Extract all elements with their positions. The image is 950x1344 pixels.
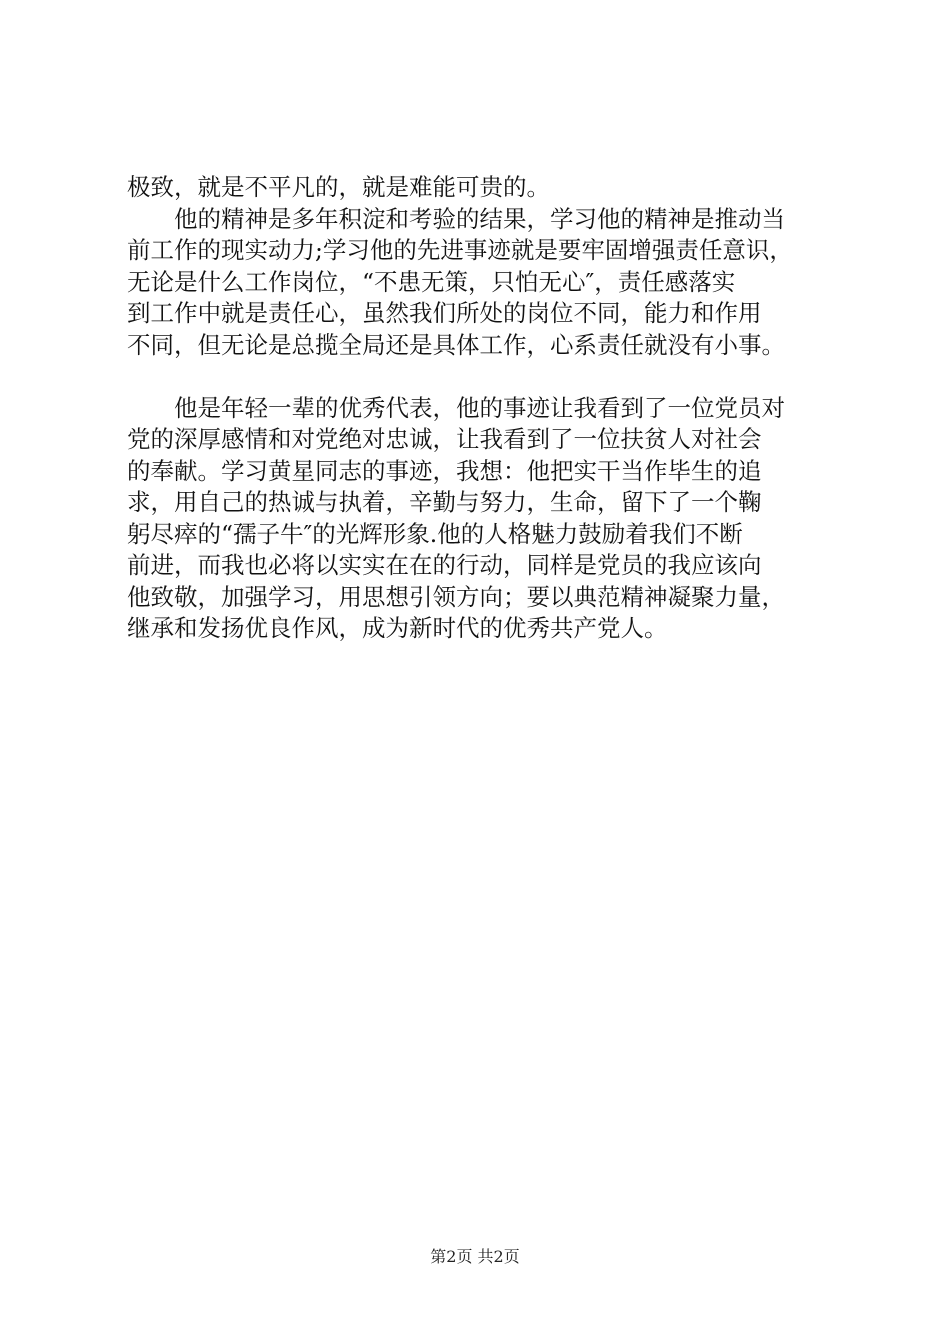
text-line: 躬尽瘁的“孺子牛″的光辉形象.他的人格魅力鼓励着我们不断 [127, 519, 743, 548]
text-line: 极致，就是不平凡的，就是难能可贵的。 [127, 173, 550, 201]
text-line: 求，用自己的热诚与执着，辛勤与努力，生命，留下了一个鞠 [127, 488, 762, 516]
paragraph-gap [127, 361, 839, 393]
text-line: 到工作中就是责任心，虽然我们所处的岗位不同，能力和作用 [127, 299, 762, 327]
text-line: 前进，而我也必将以实实在在的行动，同样是党员的我应该向 [127, 551, 762, 579]
page-footer: 第2页 共2页 [430, 1247, 520, 1266]
text-line: 无论是什么工作岗位，“不患无策，只怕无心″，责任感落实 [127, 267, 736, 296]
text-line: 党的深厚感情和对党绝对忠诚，让我看到了一位扶贫人对社会 [127, 425, 762, 453]
text-line: 不同，但无论是总揽全局还是具体工作，心系责任就没有小事。 [127, 330, 785, 359]
text-line: 的奉献。学习黄星同志的事迹，我想：他把实干当作毕生的追 [127, 456, 762, 485]
text-line: 他的精神是多年积淀和考验的结果，学习他的精神是推动当 [127, 204, 785, 233]
text-line: 他致敬，加强学习，用思想引领方向；要以典范精神凝聚力量， [127, 582, 785, 611]
document-body [127, 172, 839, 645]
text-line: 前工作的现实动力;学习他的先进事迹就是要牢固增强责任意识， [127, 236, 793, 264]
text-line: 他是年轻一辈的优秀代表，他的事迹让我看到了一位党员对 [127, 393, 785, 422]
text-line: 继承和发扬优良作风，成为新时代的优秀共产党人。 [127, 614, 668, 642]
